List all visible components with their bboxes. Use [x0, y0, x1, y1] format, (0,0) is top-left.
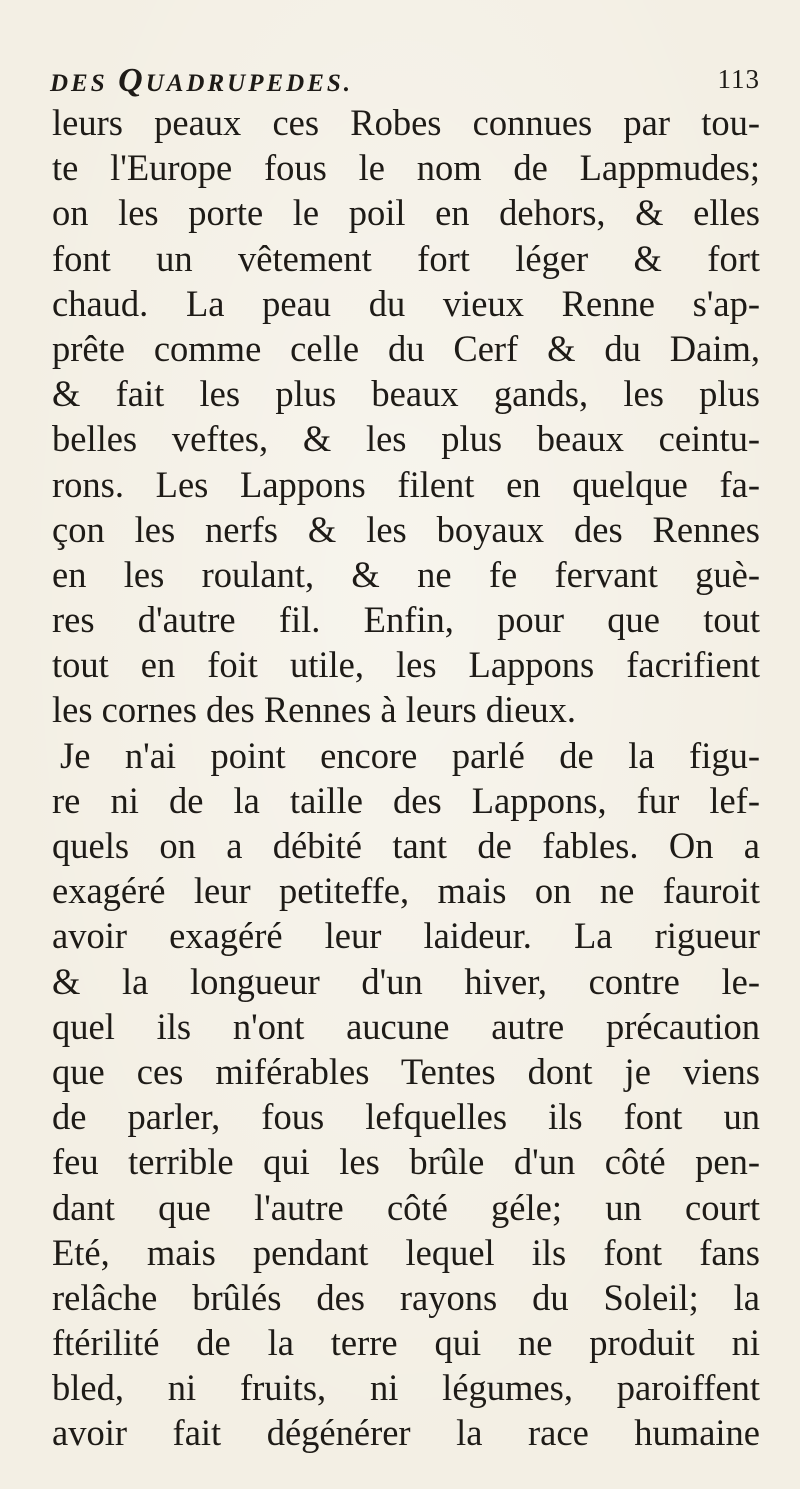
- text-line: Eté, mais pendant lequel ils font fans: [52, 1231, 760, 1273]
- running-head: [40, 62, 760, 102]
- page-number: 113: [717, 64, 760, 94]
- text-line: avoir exagéré leur laideur. La rigueur: [52, 915, 760, 957]
- text-line: en les roulant, & ne fe fervant guè-: [52, 553, 760, 595]
- text-line: bled, ni fruits, ni légumes, paroiffent: [52, 1367, 760, 1409]
- text-line: & la longueur d'un hiver, contre le-: [52, 960, 760, 1002]
- running-title-rest: UADRUPEDES.: [145, 70, 354, 97]
- text-line: ftérilité de la terre qui ne produit ni: [52, 1322, 760, 1364]
- text-line: re ni de la taille des Lappons, fur lef-: [52, 779, 760, 821]
- text-line: avoir fait dégénérer la race humaine: [52, 1412, 760, 1454]
- body-text: [52, 100, 760, 1456]
- text-line: prête comme celle du Cerf & du Daim,: [52, 327, 760, 369]
- text-line: quel ils n'ont aucune autre précaution: [52, 1005, 760, 1047]
- text-line: que ces miférables Tentes dont je viens: [52, 1050, 760, 1092]
- text-line: feu terrible qui les brûle d'un côté pen-: [52, 1141, 760, 1183]
- text-line: exagéré leur petiteffe, mais on ne fauroit: [52, 870, 760, 912]
- text-line: Je n'ai point encore parlé de la figu-: [60, 734, 760, 776]
- text-line: de parler, fous lefquelles ils font un: [52, 1096, 760, 1138]
- text-line: font un vêtement fort léger & fort: [52, 237, 760, 279]
- text-line: belles veftes, & les plus beaux ceintu-: [52, 418, 760, 460]
- text-line: quels on a débité tant de fables. On a: [52, 825, 760, 866]
- text-line: chaud. La peau du vieux Renne s'ap-: [52, 282, 760, 324]
- text-line: dant que l'autre côté géle; un court: [52, 1186, 760, 1228]
- text-line: les cornes des Rennes à leurs dieux.: [52, 689, 577, 731]
- text-line: tout en foit utile, les Lappons facrifient: [52, 644, 760, 686]
- text-line: on les porte le poil en dehors, & elles: [52, 192, 760, 234]
- text-line: leurs peaux ces Robes connues par tou-: [52, 102, 760, 143]
- running-title-prefix: DES: [50, 70, 108, 97]
- text-line: relâche brûlés des rayons du Soleil; la: [52, 1276, 760, 1318]
- text-line: & fait les plus beaux gands, les plus: [52, 373, 760, 415]
- running-title: [50, 62, 353, 100]
- text-line: çon les nerfs & les boyaux des Rennes: [52, 508, 760, 550]
- text-line: te l'Europe fous le nom de Lappmudes;: [52, 147, 760, 189]
- text-line: res d'autre fil. Enfin, pour que tout: [52, 599, 760, 641]
- running-title-initial: Q: [118, 62, 146, 99]
- text-line: rons. Les Lappons filent en quelque fa-: [52, 463, 760, 505]
